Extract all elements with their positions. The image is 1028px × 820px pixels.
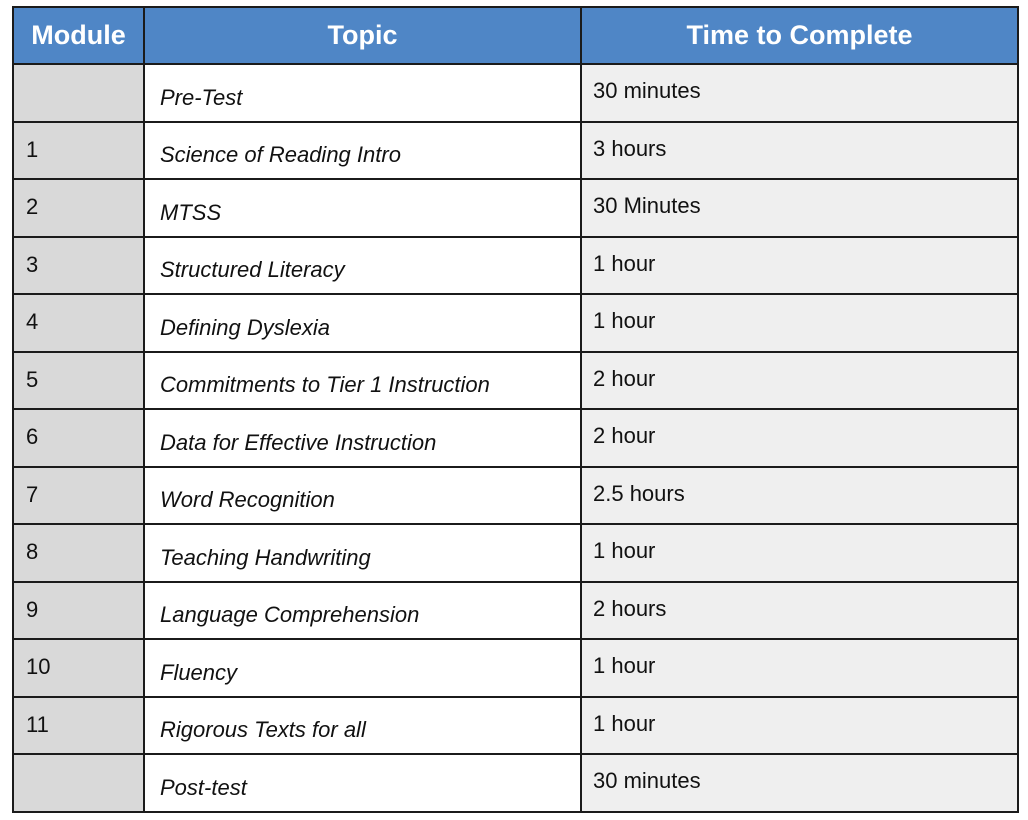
table-row: [13, 64, 1018, 122]
table-header: [13, 7, 1018, 64]
table-row: [13, 294, 1018, 352]
course-schedule-table-wrapper: [12, 6, 1019, 813]
course-schedule-table: [12, 6, 1019, 813]
table-row: [13, 639, 1018, 697]
time-cell: 30 minutes: [581, 64, 1018, 122]
module-cell: 5: [13, 352, 144, 410]
topic-cell: Science of Reading Intro: [144, 122, 581, 180]
table-body: [13, 64, 1018, 812]
topic-cell: Pre-Test: [144, 64, 581, 122]
time-cell: 1 hour: [581, 524, 1018, 582]
module-cell: 3: [13, 237, 144, 295]
time-cell: 1 hour: [581, 237, 1018, 295]
header-time: Time to Complete: [581, 7, 1018, 64]
table-row: [13, 524, 1018, 582]
module-cell: [13, 754, 144, 812]
table-row: [13, 237, 1018, 295]
topic-cell: Fluency: [144, 639, 581, 697]
header-topic: Topic: [144, 7, 581, 64]
table-row: [13, 352, 1018, 410]
module-cell: 8: [13, 524, 144, 582]
module-cell: 10: [13, 639, 144, 697]
topic-cell: Structured Literacy: [144, 237, 581, 295]
time-cell: 1 hour: [581, 639, 1018, 697]
topic-cell: Word Recognition: [144, 467, 581, 525]
topic-cell: Data for Effective Instruction: [144, 409, 581, 467]
table-row: [13, 467, 1018, 525]
time-cell: 2 hours: [581, 582, 1018, 640]
topic-cell: Language Comprehension: [144, 582, 581, 640]
topic-cell: Defining Dyslexia: [144, 294, 581, 352]
time-cell: 30 minutes: [581, 754, 1018, 812]
table-row: [13, 122, 1018, 180]
table-row: [13, 754, 1018, 812]
module-cell: 6: [13, 409, 144, 467]
module-cell: 9: [13, 582, 144, 640]
time-cell: 1 hour: [581, 294, 1018, 352]
table-row: [13, 582, 1018, 640]
module-cell: 2: [13, 179, 144, 237]
table-row: [13, 179, 1018, 237]
time-cell: 2.5 hours: [581, 467, 1018, 525]
time-cell: 30 Minutes: [581, 179, 1018, 237]
topic-cell: Rigorous Texts for all: [144, 697, 581, 755]
topic-cell: MTSS: [144, 179, 581, 237]
topic-cell: Post-test: [144, 754, 581, 812]
time-cell: 2 hour: [581, 409, 1018, 467]
time-cell: 2 hour: [581, 352, 1018, 410]
topic-cell: Commitments to Tier 1 Instruction: [144, 352, 581, 410]
module-cell: 11: [13, 697, 144, 755]
module-cell: 1: [13, 122, 144, 180]
table-row: [13, 697, 1018, 755]
time-cell: 3 hours: [581, 122, 1018, 180]
time-cell: 1 hour: [581, 697, 1018, 755]
header-module: Module: [13, 7, 144, 64]
module-cell: [13, 64, 144, 122]
module-cell: 7: [13, 467, 144, 525]
header-row: [13, 7, 1018, 64]
module-cell: 4: [13, 294, 144, 352]
topic-cell: Teaching Handwriting: [144, 524, 581, 582]
table-row: [13, 409, 1018, 467]
